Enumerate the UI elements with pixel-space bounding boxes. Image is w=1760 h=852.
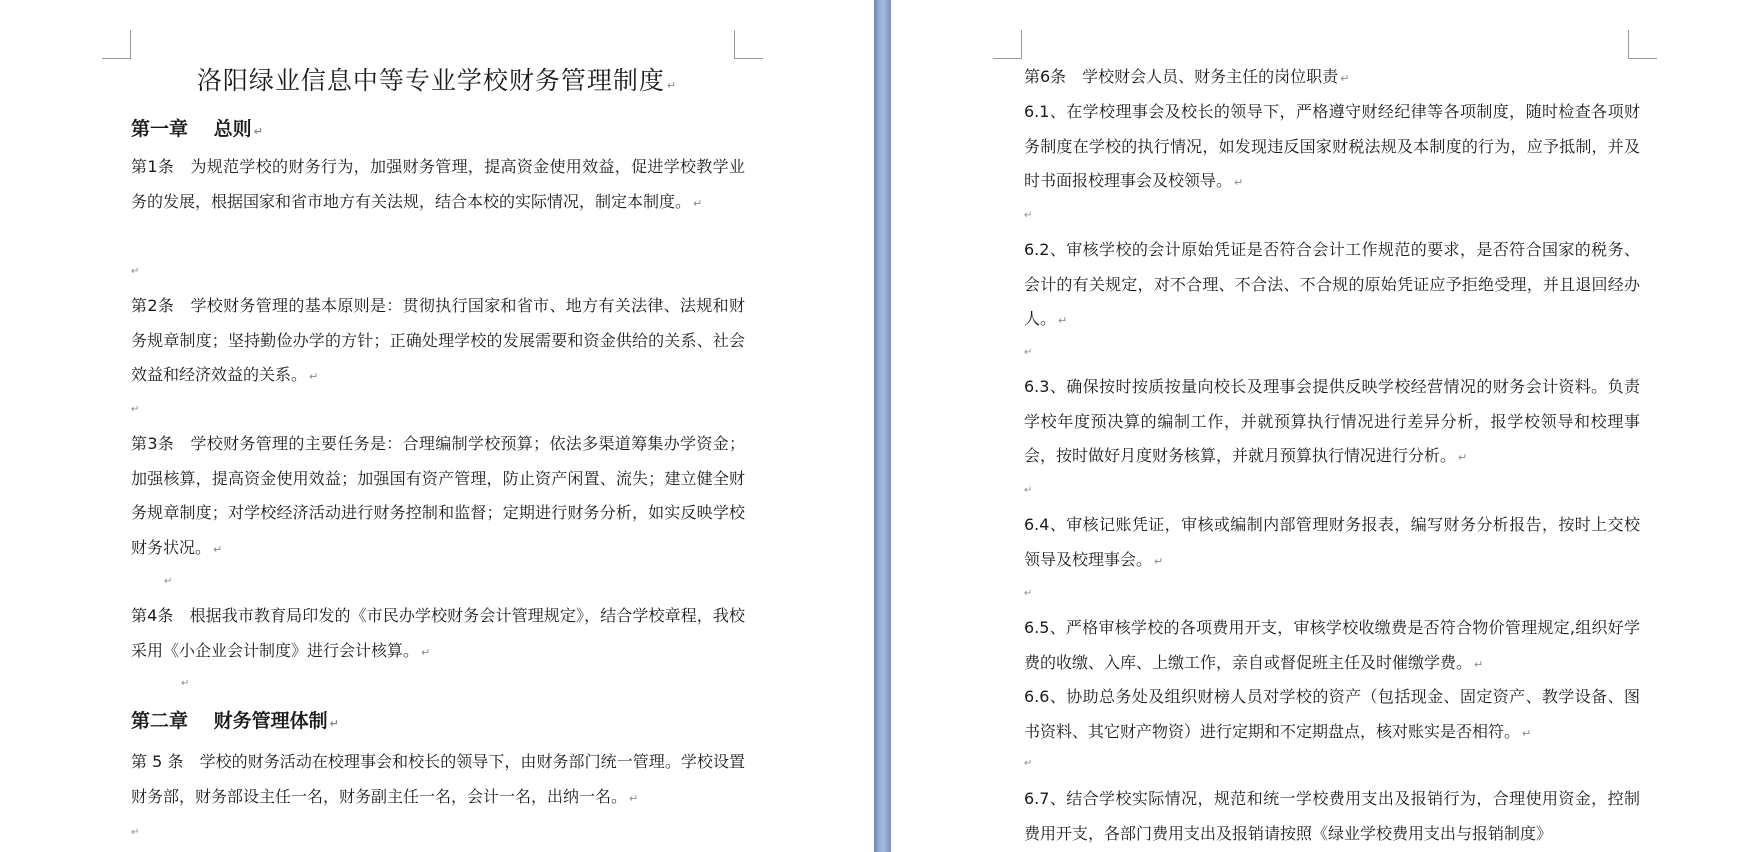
crop-mark-top-right <box>734 30 763 59</box>
crop-mark-top-right <box>1628 30 1657 59</box>
empty-paragraph-mark: ↵ <box>1024 347 1033 358</box>
paragraph-mark: ↵ <box>253 125 263 138</box>
paragraph-mark: ↵ <box>1340 72 1350 85</box>
empty-paragraph-mark: ↵ <box>1024 485 1033 496</box>
empty-paragraph-mark: ↵ <box>131 404 140 415</box>
article-6-text: 第6条 学校财会人员、财务主任的岗位职责 <box>1024 67 1339 86</box>
duty-6-6-paragraph[interactable] <box>1024 680 1640 751</box>
duty-6-2-text: 6.2、审核学校的会计原始凭证是否符合会计工作规范的要求，是否符合国家的税务、会计的有关规定，对不合理、不合法、不合规的原始凭证应予拒绝受理，并且退回经办人。 <box>1024 240 1640 328</box>
paragraph-mark: ↵ <box>1474 657 1484 671</box>
paragraph-mark: ↵ <box>1458 451 1468 464</box>
paragraph-mark: ↵ <box>329 717 339 730</box>
empty-paragraph-mark: ↵ <box>164 576 173 587</box>
chapter-heading-2[interactable] <box>131 706 339 739</box>
empty-paragraph-mark: ↵ <box>181 678 190 689</box>
document-title-text: 洛阳绿业信息中等专业学校财务管理制度 <box>196 66 665 95</box>
chapter-heading-1-text: 第一章 总则 <box>131 118 252 140</box>
paragraph-mark: ↵ <box>1522 726 1532 740</box>
duty-6-6-text: 6.6、协助总务处及组织财榜人员对学校的资产（包括现金、固定资产、教学设备、图书资料、其它财产物资）进行定期和不定期盘点，核对账实是否相符。 <box>1024 687 1640 741</box>
document-page-left <box>0 0 874 852</box>
paragraph-mark: ↵ <box>629 791 639 805</box>
empty-paragraph-mark: ↵ <box>131 266 140 277</box>
article-1-text: 第1条 为规范学校的财务行为，加强财务管理，提高资金使用效益，促进学校教学业务的发展，根据国家和省市地方有关法规，结合本校的实际情况，制定本制度。 <box>131 157 745 211</box>
chapter-heading-1[interactable] <box>131 114 263 147</box>
paragraph-mark: ↵ <box>421 645 431 659</box>
paragraph-mark: ↵ <box>1234 176 1244 189</box>
article-4-paragraph[interactable] <box>131 599 745 670</box>
paragraph-mark: ↵ <box>693 196 703 210</box>
crop-mark-top-left <box>102 30 131 59</box>
duty-6-1-paragraph[interactable] <box>1024 95 1640 201</box>
duty-6-7-paragraph[interactable] <box>1024 782 1640 851</box>
duty-6-4-text: 6.4、审核记账凭证，审核或编制内部管理财务报表，编写财务分析报告，按时上交校领导及校理事会。 <box>1024 515 1640 569</box>
duty-6-1-text: 6.1、在学校理事会及校长的领导下，严格遵守财经纪律等各项制度，随时检查各项财务制度在学校的执行情况，如发现违反国家财税法规及本制度的行为，应予抵制，并及时书面报校理事会及校领导。 <box>1024 102 1640 190</box>
article-2-paragraph[interactable] <box>131 289 745 395</box>
article-1-paragraph[interactable] <box>131 150 745 221</box>
paragraph-mark: ↵ <box>309 370 319 383</box>
empty-paragraph-mark: ↵ <box>1024 588 1033 599</box>
duty-6-3-paragraph[interactable] <box>1024 370 1640 476</box>
paragraph-mark: ↵ <box>1058 314 1068 327</box>
article-5-text: 第 5 条 学校的财务活动在校理事会和校长的领导下，由财务部门统一管理。学校设置财务部，财务部设主任一名，财务副主任一名，会计一名，出纳一名。 <box>131 752 745 806</box>
paragraph-mark: ↵ <box>1154 554 1164 568</box>
duty-6-2-paragraph[interactable] <box>1024 233 1640 339</box>
article-3-paragraph[interactable] <box>131 427 745 567</box>
duty-6-5-paragraph[interactable] <box>1024 611 1640 682</box>
duty-6-5-text: 6.5、严格审核学校的各项费用开支，审核学校收缴费是否符合物价管理规定,组织好学费的收缴、入库、上缴工作，亲自或督促班主任及时催缴学费。 <box>1024 618 1640 672</box>
article-5-paragraph[interactable] <box>131 745 745 816</box>
duty-6-4-paragraph[interactable] <box>1024 508 1640 579</box>
duty-6-7-text: 6.7、结合学校实际情况，规范和统一学校费用支出及报销行为，合理使用资金，控制费用开支，各部门费用支出及报销请按照《绿业学校费用支出与报销制度》 <box>1024 789 1640 843</box>
empty-paragraph-mark: ↵ <box>1024 210 1033 221</box>
chapter-heading-2-text: 第二章 财务管理体制 <box>131 710 328 732</box>
page-separator-gutter <box>874 0 891 852</box>
article-6-heading[interactable] <box>1024 60 1640 97</box>
duty-6-3-text: 6.3、确保按时按质按量向校长及理事会提供反映学校经营情况的财务会计资料。负责学校年度预决算的编制工作，并就预算执行情况进行差异分析，报学校领导和校理事会，按时做好月度财务核算，并就月预算执行情况进行分析。 <box>1024 377 1640 465</box>
empty-paragraph-mark: ↵ <box>131 827 140 838</box>
article-4-text: 第4条 根据我市教育局印发的《市民办学校财务会计管理规定》，结合学校章程，我校采用《小企业会计制度》进行会计核算。 <box>131 606 745 660</box>
document-title[interactable] <box>0 64 874 103</box>
paragraph-mark: ↵ <box>666 79 678 92</box>
crop-mark-top-left <box>993 30 1022 59</box>
empty-paragraph-mark: ↵ <box>1024 758 1033 769</box>
paragraph-mark: ↵ <box>213 542 223 556</box>
article-2-text: 第2条 学校财务管理的基本原则是：贯彻执行国家和省市、地方有关法律、法规和财务规章制度；坚持勤俭办学的方针；正确处理学校的发展需要和资金供给的关系、社会效益和经济效益的关系。 <box>131 296 745 384</box>
article-3-text: 第3条 学校财务管理的主要任务是：合理编制学校预算；依法多渠道筹集办学资金；加强核算，提高资金使用效益；加强国有资产管理，防止资产闲置、流失；建立健全财务规章制度；对学校经济活动进行财务控制和监督；定期进行财务分析，如实反映学校财务状况。 <box>131 434 745 557</box>
